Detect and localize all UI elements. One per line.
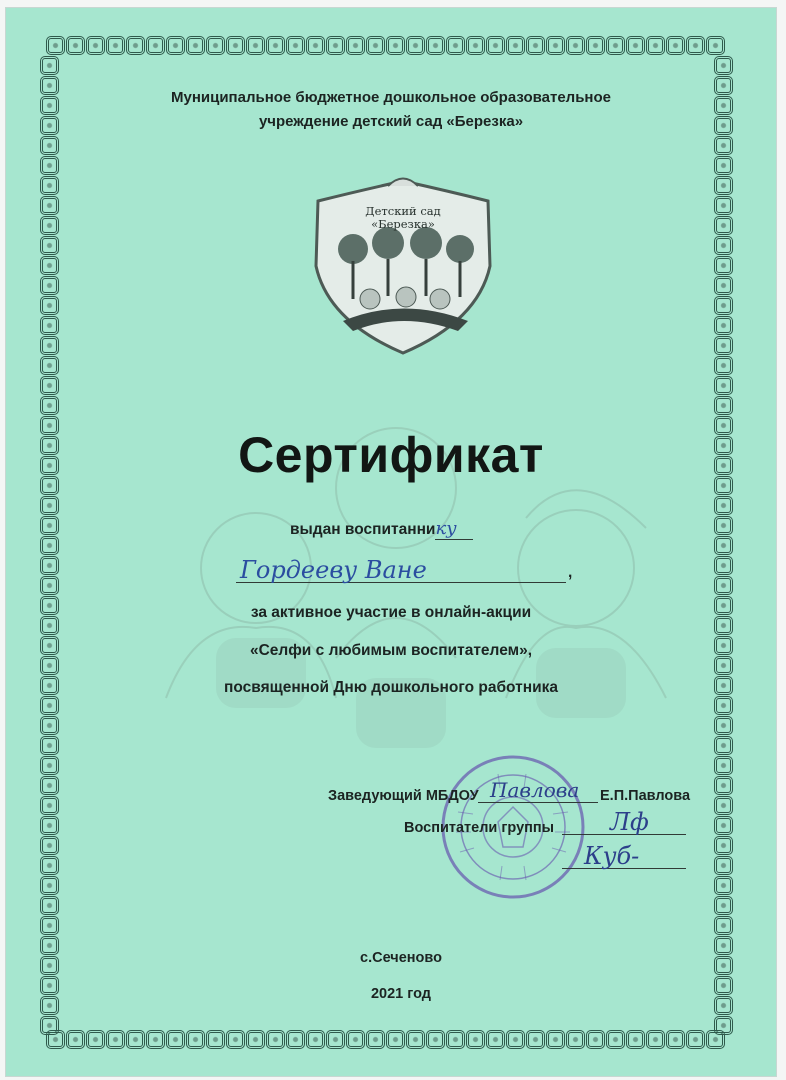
border-ornament	[40, 156, 59, 175]
border-ornament	[40, 856, 59, 875]
border-ornament	[714, 336, 733, 355]
border-ornament	[206, 36, 225, 55]
border-ornament	[714, 776, 733, 795]
border-ornament	[40, 1016, 59, 1035]
border-ornament	[714, 196, 733, 215]
border-ornament	[266, 36, 285, 55]
emblem-text	[308, 205, 498, 231]
border-ornament	[546, 1030, 565, 1049]
border-ornament	[714, 396, 733, 415]
border-ornament	[506, 36, 525, 55]
border-ornament	[40, 496, 59, 515]
border-ornament	[40, 136, 59, 155]
border-ornament	[714, 276, 733, 295]
border-ornament	[40, 316, 59, 335]
border-ornament	[546, 36, 565, 55]
border-ornament	[426, 36, 445, 55]
border-ornament	[686, 36, 705, 55]
border-ornament	[40, 836, 59, 855]
ornament-border-right	[714, 56, 733, 1036]
border-ornament	[126, 36, 145, 55]
border-ornament	[166, 1030, 185, 1049]
recipient-line	[236, 556, 576, 586]
border-ornament	[714, 216, 733, 235]
head-name: Е.П.Павлова	[600, 788, 691, 804]
emblem-text-line-1: Детский сад	[365, 204, 441, 218]
border-ornament	[714, 716, 733, 735]
border-ornament	[266, 1030, 285, 1049]
ornament-border-bottom	[46, 1030, 726, 1049]
border-ornament	[714, 856, 733, 875]
head-signature: Павлова	[490, 778, 580, 802]
border-ornament	[40, 816, 59, 835]
border-ornament	[40, 56, 59, 75]
border-ornament	[714, 316, 733, 335]
emblem-shield	[308, 171, 498, 361]
border-ornament	[366, 1030, 385, 1049]
border-ornament	[40, 796, 59, 815]
border-ornament	[286, 1030, 305, 1049]
body-line-dedication: посвященной Дню дошкольного работника	[224, 679, 558, 696]
border-ornament	[46, 36, 65, 55]
recipient-comma: ,	[568, 564, 573, 581]
border-ornament	[686, 1030, 705, 1049]
border-ornament	[86, 1030, 105, 1049]
border-ornament	[126, 1030, 145, 1049]
border-ornament	[40, 376, 59, 395]
ornament-border-top	[46, 36, 726, 55]
border-ornament	[714, 736, 733, 755]
border-ornament	[40, 276, 59, 295]
border-ornament	[666, 1030, 685, 1049]
border-ornament	[626, 36, 645, 55]
issued-suffix-handwritten: ку	[435, 518, 473, 540]
border-ornament	[40, 576, 59, 595]
border-ornament	[40, 916, 59, 935]
border-ornament	[366, 36, 385, 55]
organization-line-1: Муниципальное бюджетное дошкольное образовательное	[170, 89, 611, 106]
border-ornament	[246, 36, 265, 55]
border-ornament	[40, 556, 59, 575]
border-ornament	[40, 696, 59, 715]
border-ornament	[206, 1030, 225, 1049]
border-ornament	[86, 36, 105, 55]
border-ornament	[106, 36, 125, 55]
border-ornament	[714, 816, 733, 835]
border-ornament	[146, 36, 165, 55]
border-ornament	[506, 1030, 525, 1049]
border-ornament	[346, 36, 365, 55]
border-ornament	[406, 1030, 425, 1049]
kindergarten-emblem	[308, 171, 498, 361]
border-ornament	[666, 36, 685, 55]
border-ornament	[306, 36, 325, 55]
border-ornament	[446, 36, 465, 55]
border-ornament	[714, 876, 733, 895]
border-ornament	[40, 396, 59, 415]
issued-line	[290, 518, 550, 540]
certificate-title: Сертификат	[238, 427, 544, 483]
border-ornament	[606, 1030, 625, 1049]
head-label: Заведующий МБДОУ	[328, 788, 479, 804]
body-line-action-name: «Селфи с любимым воспитателем»,	[249, 642, 533, 659]
border-ornament	[714, 496, 733, 515]
teachers-label: Воспитатели группы	[404, 820, 555, 836]
border-ornament	[40, 776, 59, 795]
border-ornament	[714, 236, 733, 255]
teacher2-signature: Куб-	[584, 842, 640, 870]
footer-place: с.Сеченово	[360, 950, 442, 966]
border-ornament	[466, 1030, 485, 1049]
border-ornament	[714, 156, 733, 175]
border-ornament	[40, 876, 59, 895]
border-ornament	[466, 36, 485, 55]
border-ornament	[586, 36, 605, 55]
border-ornament	[566, 36, 585, 55]
border-ornament	[714, 756, 733, 775]
border-ornament	[566, 1030, 585, 1049]
border-ornament	[326, 1030, 345, 1049]
border-ornament	[40, 716, 59, 735]
border-ornament	[226, 1030, 245, 1049]
border-ornament	[714, 836, 733, 855]
border-ornament	[40, 336, 59, 355]
border-ornament	[106, 1030, 125, 1049]
border-ornament	[714, 136, 733, 155]
border-ornament	[714, 176, 733, 195]
border-ornament	[40, 216, 59, 235]
organization-line-2: учреждение детский сад «Березка»	[258, 113, 524, 130]
border-ornament	[526, 36, 545, 55]
border-ornament	[586, 1030, 605, 1049]
border-ornament	[286, 36, 305, 55]
body-line-participation: за активное участие в онлайн-акции	[250, 604, 532, 621]
border-ornament	[40, 176, 59, 195]
border-ornament	[40, 256, 59, 275]
border-ornament	[486, 36, 505, 55]
border-ornament	[186, 1030, 205, 1049]
border-ornament	[40, 296, 59, 315]
border-ornament	[40, 356, 59, 375]
border-ornament	[714, 576, 733, 595]
border-ornament	[646, 36, 665, 55]
border-ornament	[346, 1030, 365, 1049]
border-ornament	[226, 36, 245, 55]
border-ornament	[386, 36, 405, 55]
border-ornament	[714, 916, 733, 935]
border-ornament	[40, 536, 59, 555]
border-ornament	[40, 896, 59, 915]
emblem-text-line-2: «Березка»	[371, 217, 435, 231]
border-ornament	[146, 1030, 165, 1049]
border-ornament	[306, 1030, 325, 1049]
footer-year: 2021 год	[370, 986, 431, 1002]
border-ornament	[714, 296, 733, 315]
border-ornament	[40, 736, 59, 755]
recipient-name-handwritten: Гордееву Ване	[240, 556, 427, 584]
organization-name	[6, 86, 776, 134]
border-ornament	[66, 1030, 85, 1049]
issued-prefix: выдан воспитанни	[290, 521, 436, 538]
border-ornament	[166, 36, 185, 55]
border-ornament	[714, 696, 733, 715]
certificate-sheet	[6, 8, 776, 1076]
border-ornament	[714, 536, 733, 555]
border-ornament	[40, 516, 59, 535]
border-ornament	[714, 256, 733, 275]
ornament-border-left	[40, 56, 59, 1036]
border-ornament	[386, 1030, 405, 1049]
head-signature-line	[478, 802, 598, 803]
border-ornament	[186, 36, 205, 55]
border-ornament	[714, 896, 733, 915]
border-ornament	[486, 1030, 505, 1049]
border-ornament	[646, 1030, 665, 1049]
border-ornament	[714, 796, 733, 815]
border-ornament	[714, 56, 733, 75]
border-ornament	[426, 1030, 445, 1049]
border-ornament	[40, 196, 59, 215]
border-ornament	[66, 36, 85, 55]
border-ornament	[706, 36, 725, 55]
border-ornament	[714, 376, 733, 395]
border-ornament	[40, 236, 59, 255]
border-ornament	[714, 356, 733, 375]
border-ornament	[446, 1030, 465, 1049]
border-ornament	[526, 1030, 545, 1049]
border-ornament	[714, 1016, 733, 1035]
border-ornament	[714, 516, 733, 535]
border-ornament	[326, 36, 345, 55]
border-ornament	[40, 756, 59, 775]
teacher1-signature: Лф	[610, 808, 649, 836]
border-ornament	[714, 556, 733, 575]
border-ornament	[606, 36, 625, 55]
border-ornament	[406, 36, 425, 55]
border-ornament	[246, 1030, 265, 1049]
border-ornament	[626, 1030, 645, 1049]
